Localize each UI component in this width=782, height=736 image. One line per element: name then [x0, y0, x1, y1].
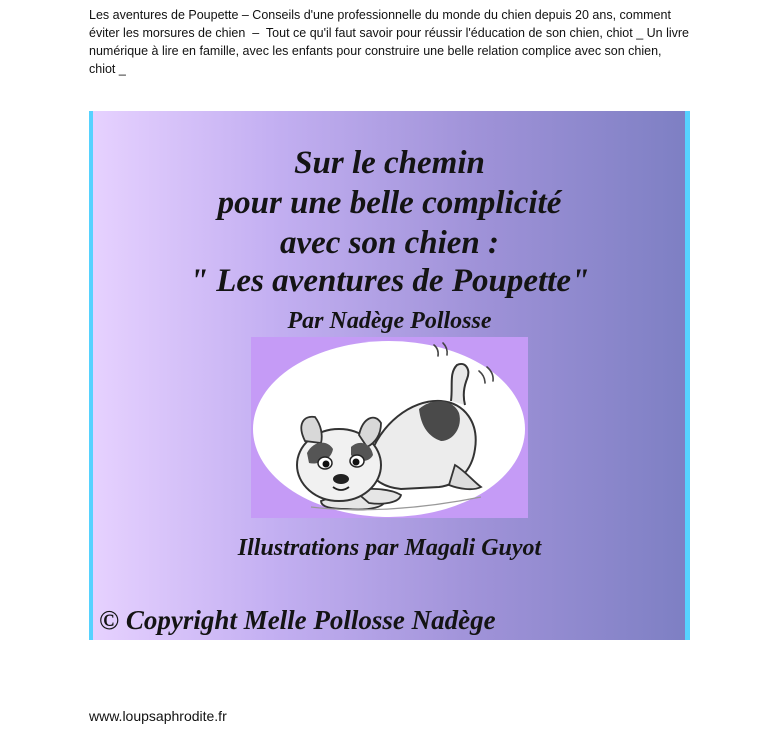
intro-paragraph: Les aventures de Poupette – Conseils d'une professionnelle du monde du chien depuis 20 ans, comment éviter les morsures de chien – Tout ce qu'il faut savoir pour réussir l'éducation de son chien, chiot _ Un livre numérique à lire en famille, avec les enfants pour construire une belle relation complice avec son chien, chiot _ — [89, 8, 693, 76]
cover-author: Par Nadège Pollosse — [287, 308, 492, 334]
cover-title-line-3: avec son chien : — [279, 225, 500, 261]
cover-title-line-4: " Les aventures de Poupette" — [189, 263, 590, 299]
cover-copyright: © Copyright Melle Pollosse Nadège — [99, 605, 496, 635]
footer-site-url[interactable]: www.loupsaphrodite.fr — [89, 708, 227, 724]
cover-illustration — [251, 337, 528, 518]
cover-illustrator: Illustrations par Magali Guyot — [237, 535, 542, 561]
puppy-illustration-icon — [251, 337, 528, 518]
cover-title-line-1: Sur le chemin — [294, 145, 485, 181]
cover-title-line-2: pour une belle complicité — [217, 185, 562, 221]
book-cover — [89, 111, 690, 640]
